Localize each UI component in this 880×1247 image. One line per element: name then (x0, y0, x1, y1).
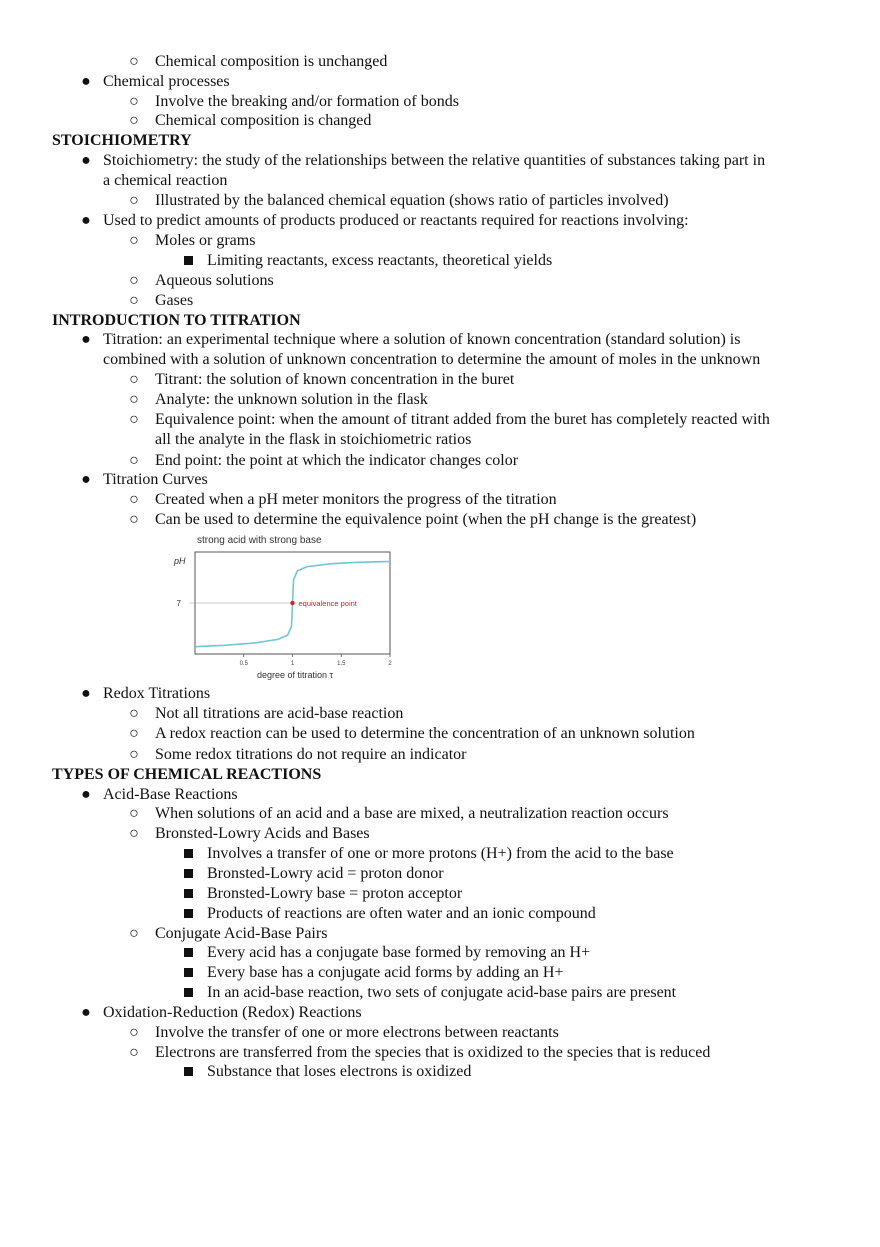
bullet-disc: ● (81, 73, 91, 90)
bullet-square (184, 948, 193, 957)
list-item: Some redox titrations do not require an indicator (155, 746, 467, 763)
list-item: A redox reaction can be used to determine the concentration of an unknown solution (155, 725, 695, 742)
bullet-circle: ○ (129, 272, 139, 289)
bullet-circle: ○ (129, 411, 139, 428)
list-item: Involve the transfer of one or more electrons between reactants (155, 1024, 559, 1041)
bullet-square (184, 968, 193, 977)
bullet-square (184, 869, 193, 878)
list-item: Equivalence point: when the amount of titrant added from the buret has completely reacted with (155, 411, 770, 428)
list-item: Can be used to determine the equivalence point (when the pH change is the greatest) (155, 511, 697, 528)
section-heading-reaction-types: TYPES OF CHEMICAL REACTIONS (52, 766, 322, 783)
x-tick-label: 1 (290, 661, 295, 667)
bullet-circle: ○ (129, 292, 139, 309)
chart-marks (195, 562, 390, 647)
bullet-circle: ○ (129, 491, 139, 508)
chart-ticks (177, 599, 393, 667)
list-item: Conjugate Acid-Base Pairs (155, 925, 328, 942)
list-item-continuation: combined with a solution of unknown concentration to determine the amount of moles in the unknown (103, 351, 761, 368)
bullet-circle: ○ (129, 232, 139, 249)
bullet-circle: ○ (129, 112, 139, 129)
list-item: Gases (155, 292, 194, 309)
list-item: Oxidation-Reduction (Redox) Reactions (103, 1004, 362, 1021)
list-item-continuation: a chemical reaction (103, 172, 228, 189)
bullet-square (184, 909, 193, 918)
list-item: Chemical composition is unchanged (155, 53, 388, 70)
bullet-disc: ● (81, 331, 91, 348)
list-item: Not all titrations are acid-base reaction (155, 705, 404, 722)
list-item: Chemical composition is changed (155, 112, 372, 129)
list-item: Analyte: the unknown solution in the flask (155, 391, 428, 408)
bullet-square (184, 256, 193, 265)
list-item: Chemical processes (103, 73, 230, 90)
list-item: Involve the breaking and/or formation of bonds (155, 93, 459, 110)
list-item: Titration Curves (103, 471, 208, 488)
list-item: Every base has a conjugate acid forms by adding an H+ (207, 964, 564, 981)
list-item: Stoichiometry: the study of the relationships between the relative quantities of substances taking part in (103, 152, 766, 169)
chart-title: strong acid with strong base (197, 535, 322, 546)
bullet-square (184, 988, 193, 997)
section-heading-stoichiometry: STOICHIOMETRY (52, 132, 192, 149)
list-item: Products of reactions are often water and an ionic compound (207, 905, 596, 922)
list-item: Moles or grams (155, 232, 256, 249)
bullet-square (184, 849, 193, 858)
list-item: Bronsted-Lowry base = proton acceptor (207, 885, 463, 902)
bullet-circle: ○ (129, 511, 139, 528)
bullet-circle: ○ (129, 805, 139, 822)
list-item: Every acid has a conjugate base formed by removing an H+ (207, 944, 591, 961)
chart-y-label: pH (174, 556, 186, 566)
bullet-circle: ○ (129, 93, 139, 110)
bullet-disc: ● (81, 212, 91, 229)
bullet-circle: ○ (129, 705, 139, 722)
equivalence-point-label: equivalence point (298, 599, 357, 608)
chart-x-label: degree of titration τ (257, 670, 334, 680)
list-item: Involves a transfer of one or more protons (H+) from the acid to the base (207, 845, 674, 862)
bullet-circle: ○ (129, 725, 139, 742)
y-tick-label: 7 (176, 599, 181, 608)
bullet-circle: ○ (129, 746, 139, 763)
bullet-disc: ● (81, 471, 91, 488)
list-item: Electrons are transferred from the species that is oxidized to the species that is reduced (155, 1044, 711, 1061)
titration-curve-chart (160, 530, 405, 685)
list-item: Created when a pH meter monitors the progress of the titration (155, 491, 557, 508)
bullet-circle: ○ (129, 925, 139, 942)
bullet-disc: ● (81, 685, 91, 702)
list-item: Bronsted-Lowry acid = proton donor (207, 865, 444, 882)
bullet-circle: ○ (129, 53, 139, 70)
list-item: Titration: an experimental technique where a solution of known concentration (standard solution) is (103, 331, 741, 348)
bullet-disc: ● (81, 152, 91, 169)
list-item: End point: the point at which the indicator changes color (155, 452, 519, 469)
list-item: Limiting reactants, excess reactants, theoretical yields (207, 252, 553, 269)
list-item: Titrant: the solution of known concentration in the buret (155, 371, 515, 388)
list-item: Acid-Base Reactions (103, 786, 238, 803)
bullet-square (184, 889, 193, 898)
x-tick-label: 2 (388, 661, 392, 667)
list-item: In an acid-base reaction, two sets of conjugate acid-base pairs are present (207, 984, 677, 1001)
bullet-circle: ○ (129, 391, 139, 408)
list-item-continuation: all the analyte in the flask in stoichiometric ratios (155, 431, 472, 448)
bullet-circle: ○ (129, 825, 139, 842)
list-item: Aqueous solutions (155, 272, 274, 289)
bullet-disc: ● (81, 1004, 91, 1021)
list-item: Illustrated by the balanced chemical equation (shows ratio of particles involved) (155, 192, 669, 209)
x-tick-label: 0.5 (239, 661, 248, 667)
bullet-circle: ○ (129, 192, 139, 209)
bullet-circle: ○ (129, 371, 139, 388)
bullet-disc: ● (81, 786, 91, 803)
list-item: When solutions of an acid and a base are mixed, a neutralization reaction occurs (155, 805, 669, 822)
bullet-circle: ○ (129, 1044, 139, 1061)
list-item: Redox Titrations (103, 685, 211, 702)
list-item: Used to predict amounts of products produced or reactants required for reactions involving: (103, 212, 689, 229)
x-tick-label: 1.5 (337, 661, 346, 667)
bullet-circle: ○ (129, 452, 139, 469)
equivalence-point-marker (290, 601, 294, 605)
bullet-square (184, 1067, 193, 1076)
list-item: Substance that loses electrons is oxidized (207, 1063, 472, 1080)
bullet-circle: ○ (129, 1024, 139, 1041)
section-heading-titration: INTRODUCTION TO TITRATION (52, 312, 301, 329)
list-item: Bronsted-Lowry Acids and Bases (155, 825, 370, 842)
